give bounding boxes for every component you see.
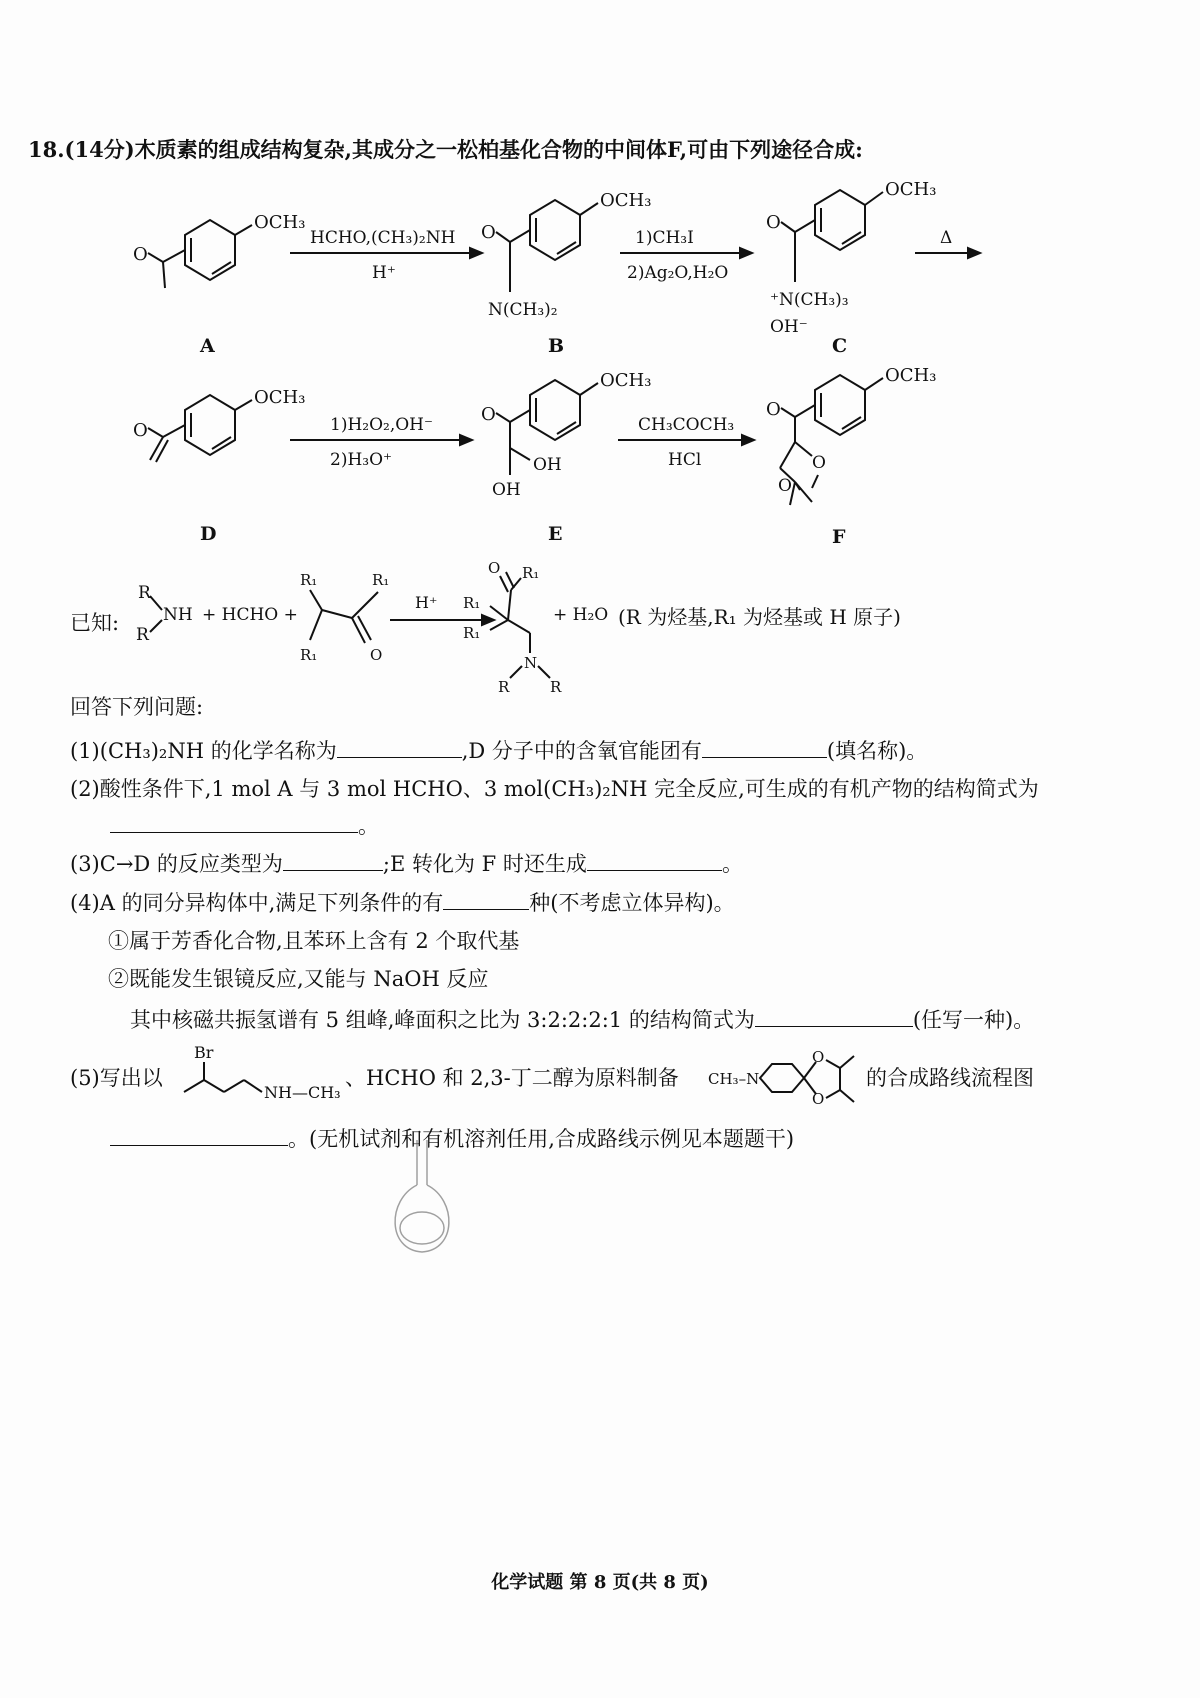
label-c: C xyxy=(832,335,848,357)
q4-answer-blank-2[interactable] xyxy=(755,1006,913,1027)
reagent-ab-bottom: H⁺ xyxy=(372,263,396,283)
b-oxygen: O xyxy=(481,222,496,243)
question-score: (14分) xyxy=(64,137,135,162)
q5-br: Br xyxy=(194,1043,214,1062)
known-note: (R 为烃基,R₁ 为烃基或 H 原子) xyxy=(618,605,901,629)
known-product-n: N xyxy=(524,654,538,672)
q1-answer-blank-2[interactable] xyxy=(702,737,827,758)
q4-nmr-b: (任写一种)。 xyxy=(912,1008,1035,1032)
q1-part-c: (填名称)。 xyxy=(826,739,928,763)
flask-doodle xyxy=(375,1140,475,1300)
q4-nmr-a: 其中核磁共振氢谱有 5 组峰,峰面积之比为 3:2:2:2:1 的结构简式为 xyxy=(130,1008,755,1032)
e-oh-2: OH xyxy=(492,480,521,500)
q5-part-a: (5)写出以 xyxy=(70,1066,163,1090)
q5-bromo-amine-structure xyxy=(180,1040,355,1120)
b-nme2: N(CH₃)₂ xyxy=(488,300,558,320)
a-oxygen: O xyxy=(133,244,148,265)
compound-f-structure xyxy=(766,365,936,505)
reagent-ef-top: CH₃COCH₃ xyxy=(638,415,735,435)
a-och3: OCH₃ xyxy=(254,212,306,233)
q4-answer-blank-1[interactable] xyxy=(443,889,529,910)
q3-part-a: (3)C→D 的反应类型为 xyxy=(70,852,283,876)
question-3 xyxy=(70,850,743,878)
label-a: A xyxy=(200,335,215,357)
d-och3: OCH₃ xyxy=(254,387,306,408)
label-b: B xyxy=(548,335,565,357)
reagent-de-bottom: 2)H₃O⁺ xyxy=(330,450,392,470)
e-och3: OCH₃ xyxy=(600,370,652,391)
q5-answer-blank[interactable] xyxy=(110,1125,288,1146)
question-number: 18. xyxy=(28,137,65,162)
compound-a-structure xyxy=(133,212,305,288)
f-oxygen-ring-2: O xyxy=(778,476,792,496)
q4-nmr xyxy=(130,1006,1034,1034)
known-product-r1-b: R₁ xyxy=(463,594,481,612)
q5-target-spiro-structure xyxy=(708,1040,868,1120)
label-d: D xyxy=(200,523,217,545)
known-r1-top: R₁ xyxy=(300,571,318,589)
q4-condition-2: ②既能发生银镜反应,又能与 NaOH 反应 xyxy=(108,967,489,991)
reagent-cd-top: Δ xyxy=(940,228,953,248)
question-header xyxy=(28,136,863,164)
answers-header: 回答下列问题: xyxy=(70,695,204,719)
q3-part-b: ;E 转化为 F 时还生成 xyxy=(382,852,587,876)
q5-part-b: 、HCHO 和 2,3-丁二醇为原料制备 xyxy=(345,1066,679,1090)
q4-part-b: 种(不考虑立体异构)。 xyxy=(529,891,735,915)
q5-ring-oxygen-1: O xyxy=(812,1048,825,1066)
reagent-ef-bottom: HCl xyxy=(668,450,702,470)
q4-condition-1: ①属于芳香化合物,且苯环上含有 2 个取代基 xyxy=(108,929,520,953)
known-product-r1-a: R₁ xyxy=(522,564,540,582)
q2-answer-blank[interactable] xyxy=(110,812,358,833)
known-oxygen: O xyxy=(370,646,383,664)
q5-ring-oxygen-2: O xyxy=(812,1090,825,1108)
known-amine-r2: R xyxy=(136,625,149,645)
known-product-r1-c: R₁ xyxy=(463,624,481,642)
q3-answer-blank-1[interactable] xyxy=(283,850,383,871)
q4-part-a: (4)A 的同分异构体中,满足下列条件的有 xyxy=(70,891,444,915)
compound-d-structure xyxy=(133,387,305,462)
question-1 xyxy=(70,737,927,765)
compound-c-structure xyxy=(766,179,936,337)
q3-answer-blank-2[interactable] xyxy=(587,850,722,871)
known-plus-hcho: + HCHO + xyxy=(202,605,298,625)
q1-answer-blank-1[interactable] xyxy=(337,737,462,758)
question-4 xyxy=(70,889,735,917)
known-product-r-right: R xyxy=(550,678,562,696)
page-footer: 化学试题 第 8 页(共 8 页) xyxy=(491,1572,709,1593)
known-label: 已知: xyxy=(70,611,120,635)
compound-b-structure xyxy=(481,190,651,320)
known-r1-right: R₁ xyxy=(372,571,390,589)
b-och3: OCH₃ xyxy=(600,190,652,211)
d-oxygen: O xyxy=(133,420,148,441)
compound-e-structure xyxy=(481,370,651,500)
known-r1-bottom: R₁ xyxy=(300,646,318,664)
q1-part-a: (1)(CH₃)₂NH 的化学名称为 xyxy=(70,739,337,763)
f-och3: OCH₃ xyxy=(885,365,937,386)
e-oh-1: OH xyxy=(533,455,562,475)
reagent-de-top: 1)H₂O₂,OH⁻ xyxy=(330,415,433,435)
e-oxygen: O xyxy=(481,404,496,425)
q3-part-c: 。 xyxy=(721,852,743,876)
f-oxygen-carbonyl: O xyxy=(766,399,781,420)
c-oxygen: O xyxy=(766,212,781,233)
c-och3: OCH₃ xyxy=(885,179,937,200)
c-nme3: ⁺N(CH₃)₃ xyxy=(770,290,849,310)
question-2: (2)酸性条件下,1 mol A 与 3 mol HCHO、3 mol(CH₃)₂NH 完全反应,可生成的有机产物的结构简式为 xyxy=(70,777,1039,801)
known-reaction xyxy=(0,558,1200,698)
question-2-answer xyxy=(110,812,379,840)
known-product-oxygen: O xyxy=(488,559,501,577)
question-intro: 木质素的组成结构复杂,其成分之一松柏基化合物的中间体F,可由下列途径合成: xyxy=(134,137,863,162)
q5-part-d: 。(无机试剂和有机溶剂任用,合成路线示例见本题题干) xyxy=(288,1127,795,1151)
reagent-bc-top: 1)CH₃I xyxy=(635,228,694,248)
q5-part-c: 的合成路线流程图 xyxy=(866,1066,1034,1090)
known-product-r-left: R xyxy=(498,678,510,696)
label-e: E xyxy=(548,523,563,545)
reagent-ab-top: HCHO,(CH₃)₂NH xyxy=(310,228,456,248)
q5-ch3-n: CH₃–N xyxy=(708,1070,760,1088)
known-amine-nh: NH xyxy=(163,605,193,625)
q5-nh-ch3: NH—CH₃ xyxy=(264,1083,341,1102)
c-oh-minus: OH⁻ xyxy=(770,317,808,337)
f-oxygen-ring-1: O xyxy=(812,453,826,473)
known-amine-r1: R xyxy=(138,583,151,603)
known-arrow-top: H⁺ xyxy=(415,593,438,612)
label-f: F xyxy=(832,526,846,548)
q2-end: 。 xyxy=(358,814,379,838)
reagent-bc-bottom: 2)Ag₂O,H₂O xyxy=(627,263,729,283)
known-plus-water: + H₂O xyxy=(553,605,609,625)
q1-part-b: ,D 分子中的含氧官能团有 xyxy=(461,739,702,763)
